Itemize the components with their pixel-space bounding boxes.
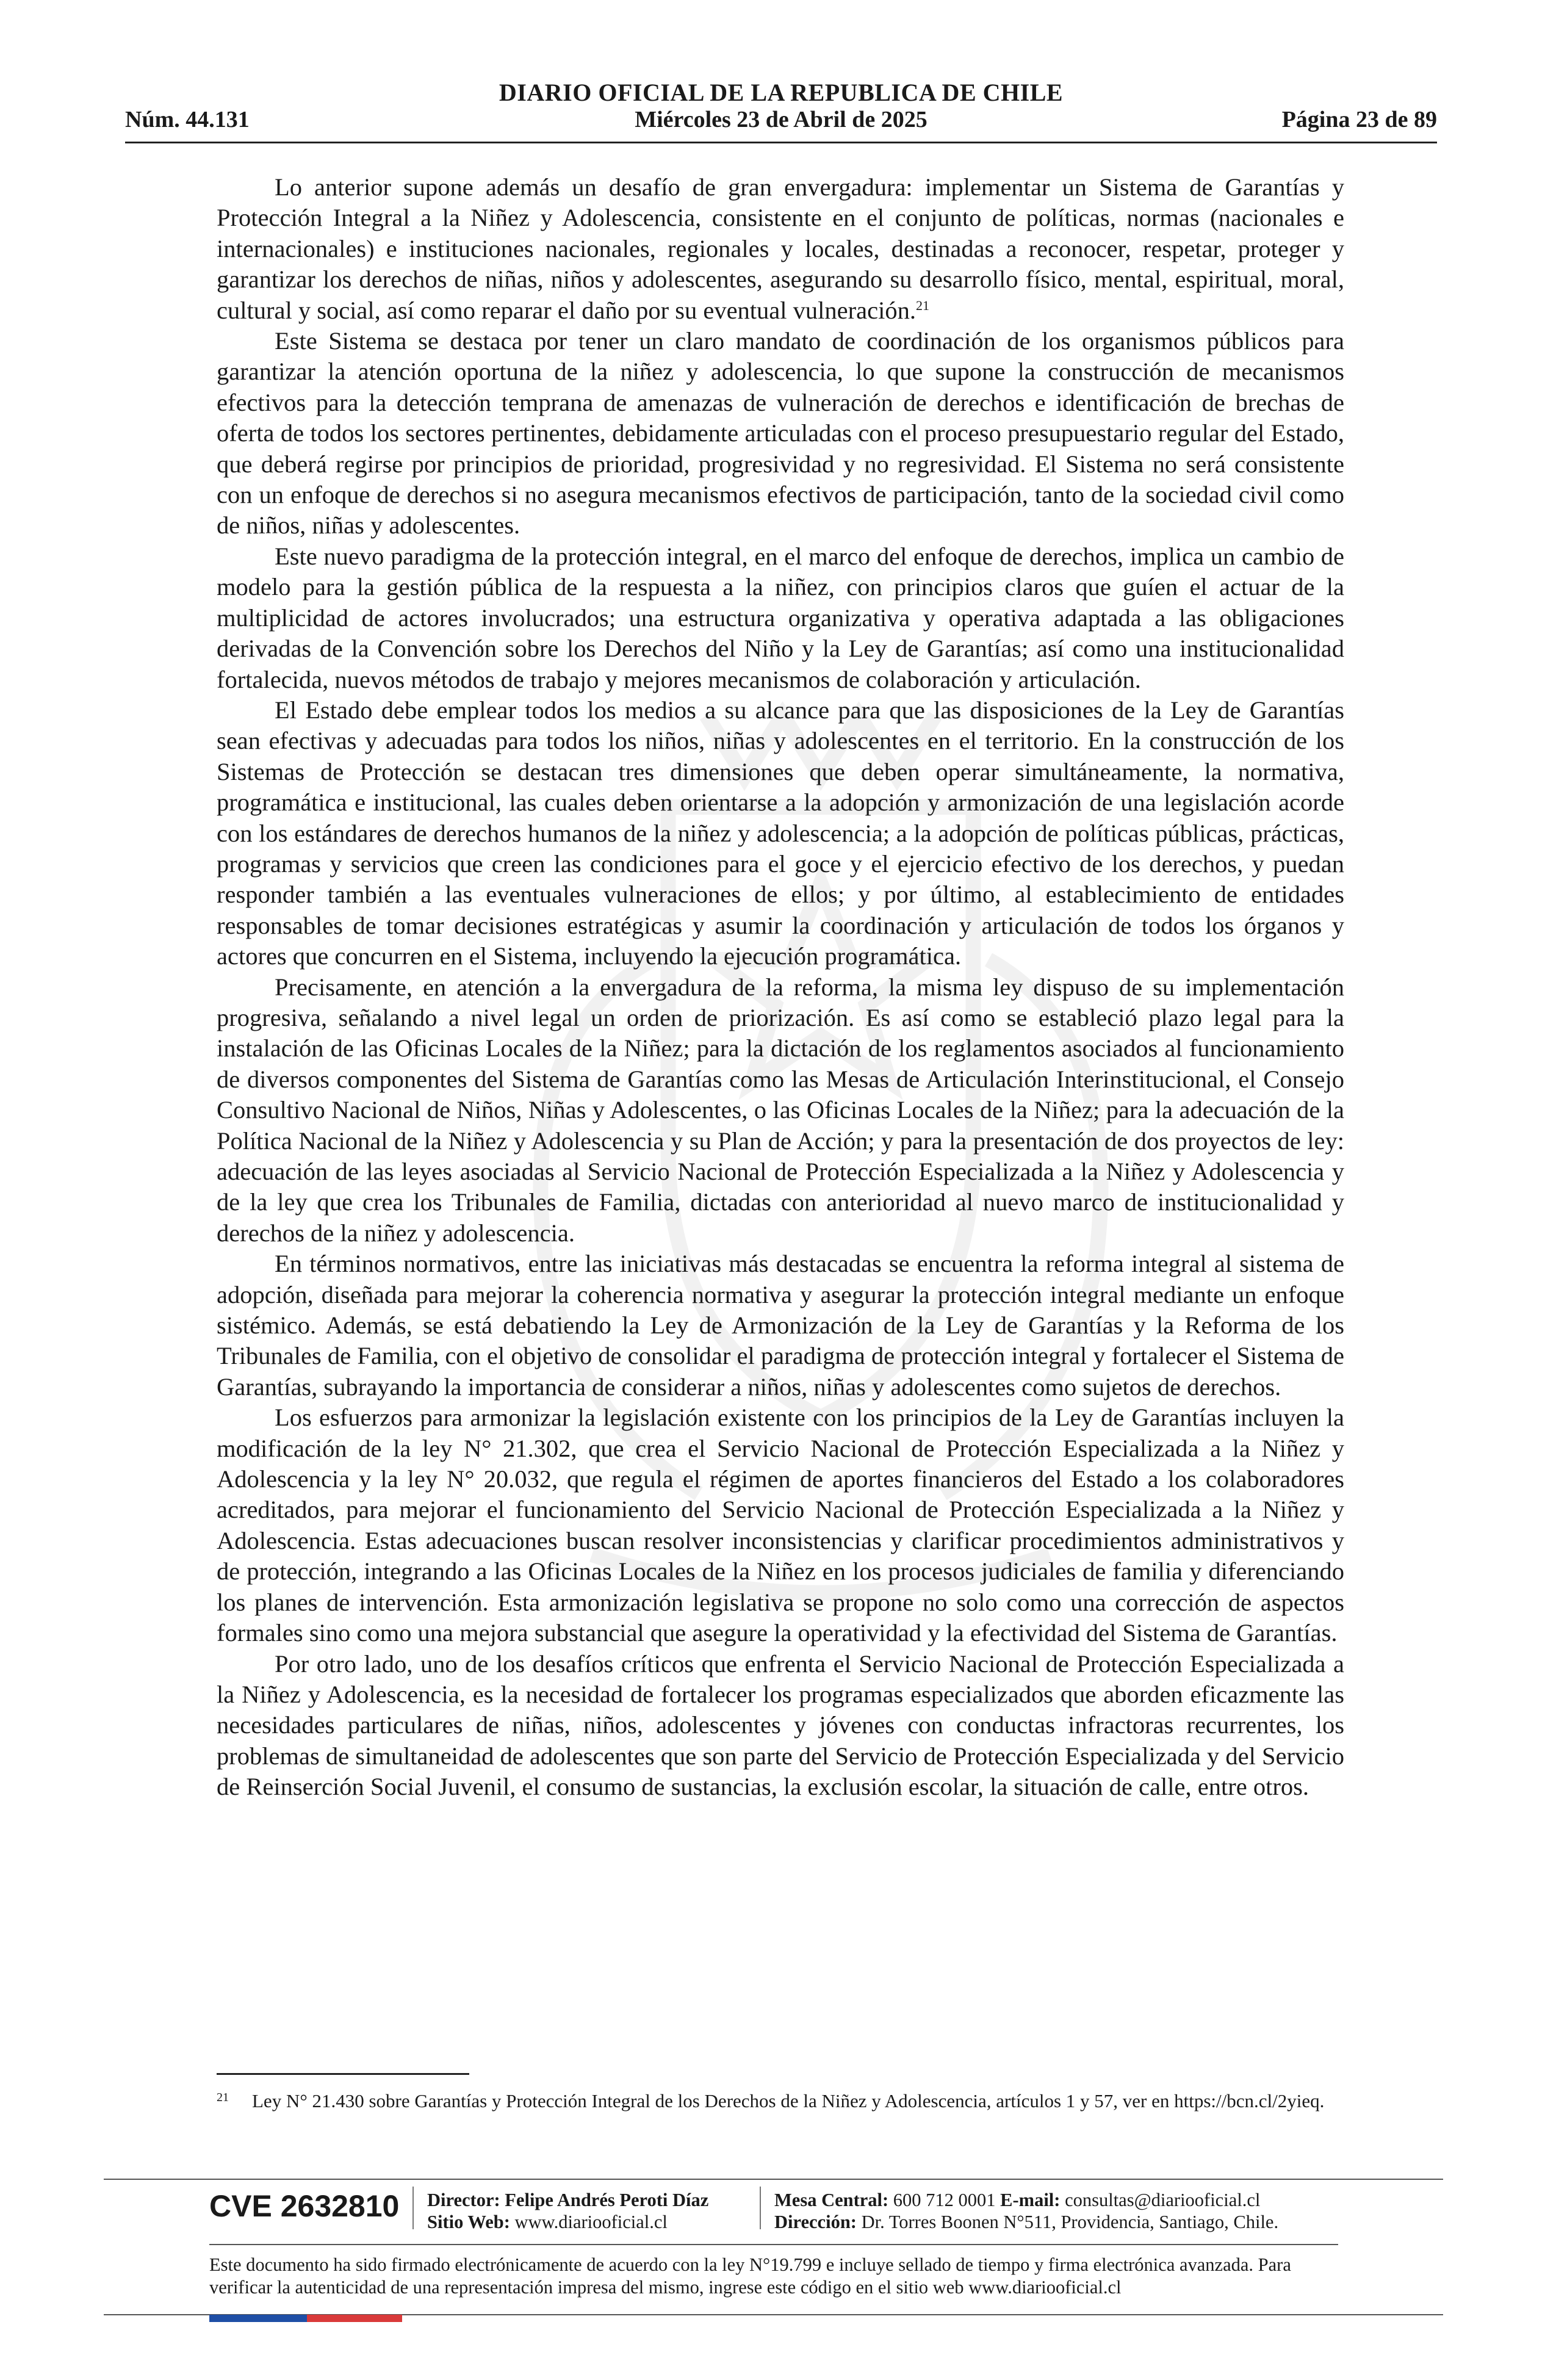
email-link[interactable]: consultas@diariooficial.cl [1065, 2190, 1261, 2210]
contact-line [774, 2189, 1278, 2211]
website-label: Sitio Web: [427, 2212, 510, 2232]
paragraph-8: Por otro lado, uno de los desafíos críticos que enfrenta el Servicio Nacional de Protección Especializada a la Niñez y Adolescencia, es la necesidad de fortalecer los programas especializados que aborden eficazmente las necesidades particulares de niñas, niños, adolescentes y jóvenes con conductas infractoras recurrentes, los problemas de simultaneidad de adolescentes que son parte del Servicio de Protección Especializada y del Servicio de Reinserción Social Juvenil, el consumo de sustancias, la exclusión escolar, la situación de calle, entre otros. [217, 1650, 1344, 1801]
website-link[interactable]: www.diariooficial.cl [514, 2212, 668, 2232]
footnote-text: Ley N° 21.430 sobre Garantías y Protección Integral de los Derechos de la Niñez y Adolescencia, artículos 1 y 57, ver en https://bcn.cl/2yieq. [252, 2090, 1325, 2111]
footnote-divider [217, 2073, 469, 2075]
footer-divider-middle [209, 2244, 1338, 2245]
footer-director-block [427, 2189, 708, 2233]
address-value: Dr. Torres Boonen N°511, Providencia, Santiago, Chile. [861, 2212, 1279, 2232]
footnote-number: 21 [217, 2091, 229, 2104]
footer-separator [412, 2187, 414, 2229]
director-line [427, 2189, 708, 2211]
footer-separator [760, 2187, 761, 2229]
paragraph-2: Este Sistema se destaca por tener un claro mandato de coordinación de los organismos públicos para garantizar la atención oportuna de la niñez y adolescencia, lo que supone la construcción de mecanismos efectivos para la detección temprana de amenazas de vulneración de derechos e identificación de brechas de oferta de todos los sectores pertinentes, debidamente articuladas con el proceso presupuestario regular del Estado, que deberá regirse por principios de prioridad, progresividad y no regresividad. El Sistema no será consistente con un enfoque de derechos si no asegura mecanismos efectivos de participación, tanto de la sociedad civil como de niños, niñas y adolescentes. [217, 327, 1344, 539]
document-body [217, 172, 1344, 1803]
phone-label: Mesa Central: [774, 2190, 889, 2210]
phone-value: 600 712 0001 [893, 2190, 996, 2210]
paragraph-4: El Estado debe emplear todos los medios a su alcance para que las disposiciones de la Ley de Garantías sean efectivas y adecuadas para todos los niños, niñas y adolescentes en el territorio. En la construcción de los Sistemas de Protección se destacan tres dimensiones que deben operar simultáneamente, la normativa, programática e institucional, las cuales deben orientarse a la adopción y armonización de una legislación acorde con los estándares de derechos humanos de la niñez y adolescencia; a la adopción de políticas públicas, prácticas, programas y servicios que creen las condiciones para el goce y el ejercicio efectivo de los derechos, y puedan responder también a las eventuales vulneraciones de ellos; y por último, al establecimiento de entidades responsables de tomar decisiones estratégicas y asumir la coordinación y articulación de todos los órganos y actores que concurren en el Sistema, incluyendo la ejecución programática. [217, 696, 1344, 970]
footnote-reference: 21 [915, 297, 929, 313]
director-name: Felipe Andrés Peroti Díaz [505, 2190, 709, 2210]
page-number: Página 23 de 89 [1281, 107, 1437, 132]
paragraph-5: Precisamente, en atención a la envergadura de la reforma, la misma ley dispuso de su implementación progresiva, señalando a nivel legal un orden de priorización. Es así como se estableció plazo legal para la instalación de las Oficinas Locales de la Niñez; para la dictación de los reglamentos asociados al funcionamiento de diversos componentes del Sistema de Garantías como las Mesas de Articulación Interinstitucional, el Consejo Consultivo Nacional de Niños, Niñas y Adolescentes, o las Oficinas Locales de la Niñez; para la adecuación de la Política Nacional de la Niñez y Adolescencia y su Plan de Acción; y para la presentación de dos proyectos de ley: adecuación de las leyes asociadas al Servicio Nacional de Protección Especializada a la Niñez y Adolescencia y de la ley que crea los Tribunales de Familia, dictadas con anterioridad al nuevo marco de institucionalidad y derechos de la niñez y adolescencia. [217, 973, 1344, 1247]
director-label: Director: [427, 2190, 500, 2210]
cve-code: CVE 2632810 [209, 2189, 400, 2223]
page-header [125, 78, 1437, 145]
issue-date: Miércoles 23 de Abril de 2025 [635, 107, 927, 132]
signature-notice: Este documento ha sido firmado electrónicamente de acuerdo con la ley N°19.799 e incluye sellado de tiempo y firma electrónica avanzada. Para verificar la autenticidad de una representación impresa del mismo, ingrese este código en el sitio web www.diariooficial.cl [209, 2254, 1291, 2298]
footer-divider-top [104, 2179, 1443, 2180]
footer-contact-block [774, 2189, 1278, 2233]
issue-number: Núm. 44.131 [125, 107, 250, 132]
publication-title: DIARIO OFICIAL DE LA REPUBLICA DE CHILE [499, 79, 1064, 106]
flag-stripe-blue [209, 2315, 307, 2322]
paragraph-6: En términos normativos, entre las iniciativas más destacadas se encuentra la reforma integral al sistema de adopción, diseñada para mejorar la coherencia normativa y asegurar la protección integral mediante un enfoque sistémico. Además, se está debatiendo la Ley de Armonización de la Ley de Garantías y la Reforma de los Tribunales de Familia, con el objetivo de consolidar el paradigma de protección integral y fortalecer el Sistema de Garantías, subrayando la importancia de considerar a niños, niñas y adolescentes como sujetos de derechos. [217, 1250, 1344, 1401]
header-divider [125, 142, 1437, 143]
address-label: Dirección: [774, 2212, 857, 2232]
website-line [427, 2211, 708, 2233]
paragraph-text: Lo anterior supone además un desafío de gran envergadura: implementar un Sistema de Garantías y Protección Integral a la Niñez y Adolescencia, consistente en el conjunto de políticas, normas (nacionales e internacionales) e instituciones nacionales, regionales y locales, destinadas a reconocer, respetar, proteger y garantizar los derechos de niñas, niños y adolescentes, asegurando su desarrollo físico, mental, espiritual, moral, cultural y social, así como reparar el daño por su eventual vulneración. [217, 173, 1344, 324]
footnote [217, 2084, 1344, 2115]
paragraph-7: Los esfuerzos para armonizar la legislación existente con los principios de la Ley de Garantías incluyen la modificación de la ley N° 21.302, que crea el Servicio Nacional de Protección Especializada a la Niñez y Adolescencia y la ley N° 20.032, que regula el régimen de aportes financieros del Estado a los colaboradores acreditados, para mejorar el funcionamiento del Servicio Nacional de Protección Especializada a la Niñez y Adolescencia. Estas adecuaciones buscan resolver inconsistencias y clarificar procedimientos administrativos y de protección, integrando a las Oficinas Locales de la Niñez en los procesos judiciales de familia y diferenciando los planes de intervención. Esta armonización legislativa se propone no solo como una corrección de aspectos formales sino como una mejora substancial que asegure la operatividad y la efectividad del Sistema de Garantías. [217, 1404, 1344, 1647]
flag-stripe-red [307, 2315, 402, 2322]
paragraph-3: Este nuevo paradigma de la protección integral, en el marco del enfoque de derechos, implica un cambio de modelo para la gestión pública de la respuesta a la niñez, con principios claros que guíen el actuar de la multiplicidad de actores involucrados; una estructura organizativa y operativa adaptada a las obligaciones derivadas de la Convención sobre los Derechos del Niño y la Ley de Garantías; así como una institucionalidad fortalecida, nuevos métodos de trabajo y mejores mecanismos de colaboración y articulación. [217, 542, 1344, 693]
email-label: E-mail: [1000, 2190, 1061, 2210]
paragraph-1 [217, 172, 1344, 326]
address-line [774, 2211, 1278, 2233]
